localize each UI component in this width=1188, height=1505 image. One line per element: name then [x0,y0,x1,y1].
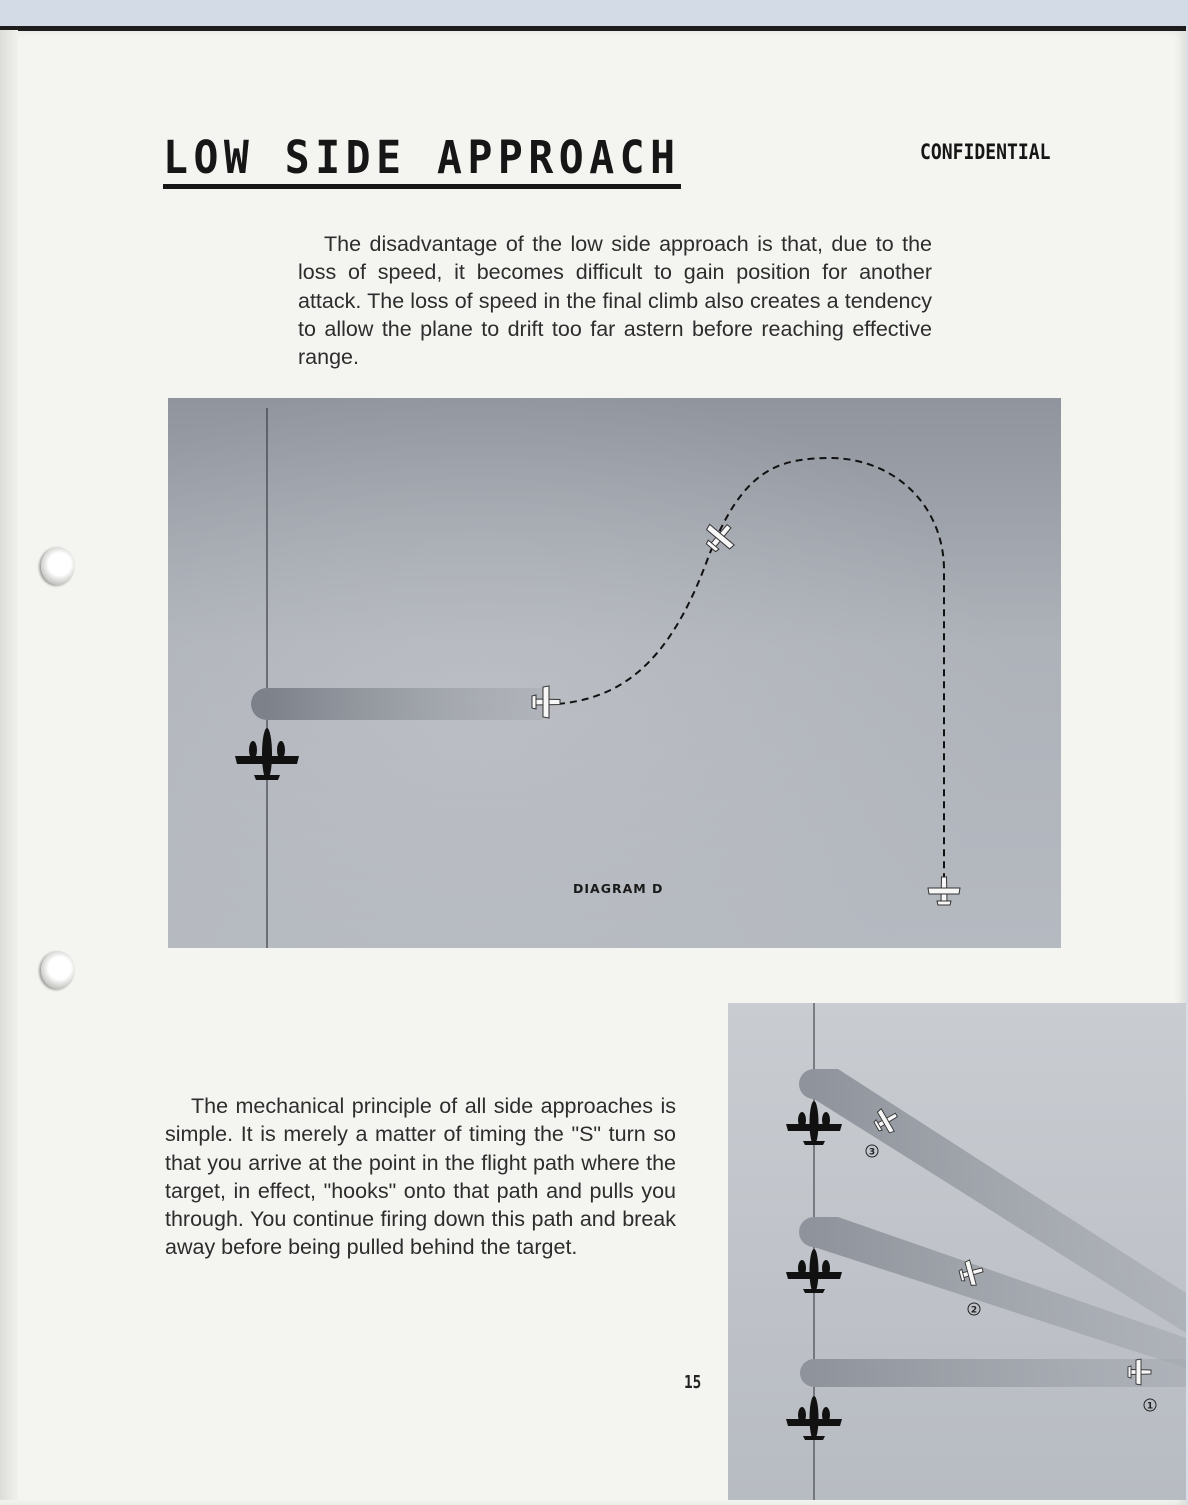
classification-marking: CONFIDENTIAL [920,140,1051,164]
binder-hole-icon [41,547,75,585]
page-binding-edge [0,30,18,1500]
position-label-1: 1 [1146,1401,1154,1412]
scan-background [0,0,1188,28]
page-number: 15 [684,1372,702,1393]
diagram-d-label: DIAGRAM D [573,881,664,896]
target-path-trail [267,688,543,720]
position-label-3: 3 [868,1147,876,1158]
body-paragraph-1: The disadvantage of the low side approach is that, due to the loss of speed, it becomes difficult to gain position for another attack. The loss of speed in the final climb also creates a tendency to allow the plane to drift too far astern before reaching effective range. [298,232,932,370]
body-paragraph-2: The mechanical principle of all side approaches is simple. It is merely a matter of timing the "S" turn so that you arrive at the point in the flight path where the target, in effect, "hooks" onto that path and pulls you through. You continue firing down this path and break away before being pulled behind the target. [165,1094,676,1260]
binder-hole-icon [41,951,75,989]
diagram-d-figure [168,398,1061,948]
page-title: LOW SIDE APPROACH [163,132,681,189]
position-label-2: 2 [970,1305,978,1316]
side-approach-sequence-figure [728,1003,1186,1500]
